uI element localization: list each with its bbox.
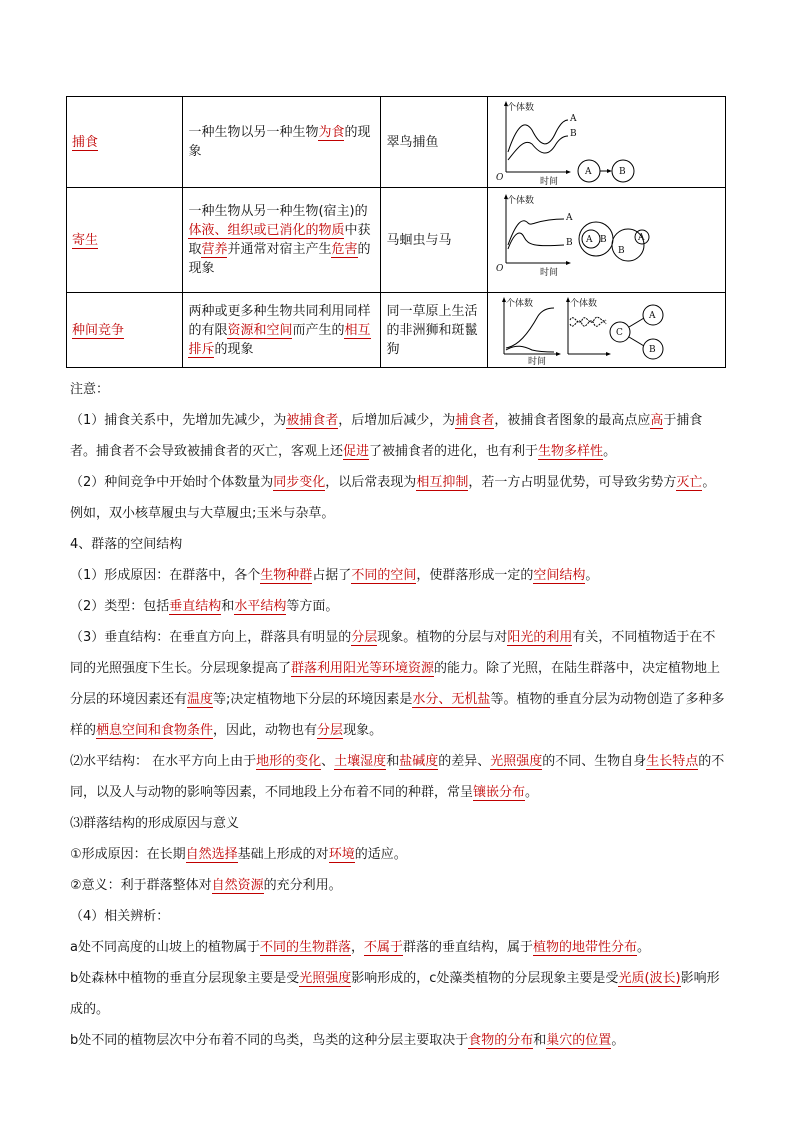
x-axis-label: 时间	[539, 267, 558, 278]
series-label: B	[569, 128, 577, 139]
relation-name: 捕食	[72, 134, 99, 150]
origin-label: O	[495, 172, 504, 183]
parasitism-chart	[487, 188, 725, 293]
note-paragraph: ②意义：利于群落整体对自然资源的充分利用。	[70, 878, 342, 893]
section-heading: 4、群落的空间结构	[70, 537, 183, 552]
node-label: A	[584, 166, 592, 177]
note-paragraph: ①形成原因：在长期自然选择基础上形成的对环境的适应。	[70, 847, 407, 862]
note-paragraph: （2）种间竞争中开始时个体数量为同步变化，以后常表现为相互抑制，若一方占明显优势，可导致劣势方灭亡。例如，双小核草履虫与大草履虫;玉米与杂草。	[70, 475, 716, 521]
note-paragraph: （1）捕食关系中，先增加先减少，为被捕食者，后增加后减少，为捕食者，被捕食者图象的最高点应高于捕食者。捕食者不会导致被捕食者的灭亡，客观上还促进了被捕食者的进化，也有利于生物多样性。	[70, 413, 703, 459]
node-label: B	[648, 344, 656, 355]
node-label: A	[585, 234, 593, 245]
note-paragraph: （2）类型：包括垂直结构和水平结构等方面。	[70, 599, 339, 614]
y-axis-label: 个体数	[506, 195, 534, 206]
node-label: C	[615, 327, 623, 338]
node-label: B	[617, 245, 625, 256]
relationship-table	[66, 96, 726, 368]
x-axis-label: 时间	[527, 356, 546, 367]
node-label: B	[599, 234, 607, 245]
notes-heading: 注意：	[70, 382, 110, 397]
relation-example: 马蛔虫与马	[386, 232, 452, 248]
node-label: B	[618, 166, 626, 177]
note-paragraph: ⑵水平结构： 在水平方向上由于地形的变化、土壤湿度和盐碱度的差异、光照强度的不同、生物自身生长特点的不同，以及人与动物的影响等因素，不同地段上分布着不同的种群，常呈镶嵌分布。	[70, 754, 725, 800]
relation-definition: 一种生物以另一种生物为食的现象	[183, 97, 381, 188]
y-axis-label: 个体数	[506, 102, 534, 113]
note-paragraph: （4）相关辨析：	[70, 909, 170, 924]
competition-chart	[487, 293, 725, 368]
relation-name: 寄生	[72, 232, 99, 248]
node-label: A	[648, 310, 656, 321]
y-axis-label: 个体数	[505, 298, 533, 309]
notes-section	[70, 374, 725, 1056]
x-axis-label: 时间	[539, 176, 558, 187]
table-row	[67, 188, 726, 293]
relation-example: 翠鸟捕鱼	[386, 134, 439, 150]
series-label: A	[569, 113, 577, 124]
note-paragraph: （1）形成原因：在群落中，各个生物种群占据了不同的空间，使群落形成一定的空间结构。	[70, 568, 599, 583]
note-paragraph: b处森林中植物的垂直分层现象主要是受光照强度影响形成的，c处藻类植物的分层现象主要是受光质(波长)影响形成的。	[70, 971, 720, 1017]
relation-example: 同一草原上生活的非洲狮和斑鬣狗	[386, 303, 478, 357]
table-row	[67, 293, 726, 368]
origin-label: O	[495, 263, 504, 274]
relation-definition: 两种或更多种生物共同利用同样的有限资源和空间而产生的相互排斥的现象	[183, 293, 381, 368]
y-axis-label: 个体数	[569, 298, 597, 309]
relation-definition: 一种生物从另一种生物(宿主)的体液、组织或已消化的物质中获取营养并通常对宿主产生危害的现象	[183, 188, 381, 293]
node-label: A	[637, 232, 645, 243]
note-paragraph: b处不同的植物层次中分布着不同的鸟类，鸟类的这种分层主要取决于食物的分布和巢穴的位置。	[70, 1033, 625, 1048]
note-paragraph: ⑶群落结构的形成原因与意义	[70, 816, 240, 831]
series-label: B	[565, 237, 573, 248]
note-paragraph: （3）垂直结构：在垂直方向上，群落具有明显的分层现象。植物的分层与对阳光的利用有关，不同植物适于在不同的光照强度下生长。分层现象提高了群落利用阳光等环境资源的能力。除了光照，在陆生群落中，决定植物地上分层的环境因素还有温度等;决定植物地下分层的环境因素是水分、无机盐等。植物的垂直分层为动物创造了多种多样的栖息空间和食物条件，因此，动物也有分层现象。	[70, 630, 725, 738]
relation-name: 种间竞争	[72, 322, 125, 338]
note-paragraph: a处不同高度的山坡上的植物属于不同的生物群落，不属于群落的垂直结构，属于植物的地带性分布。	[70, 940, 651, 955]
series-label: A	[565, 212, 573, 223]
predation-chart	[487, 97, 725, 188]
table-row	[67, 97, 726, 188]
